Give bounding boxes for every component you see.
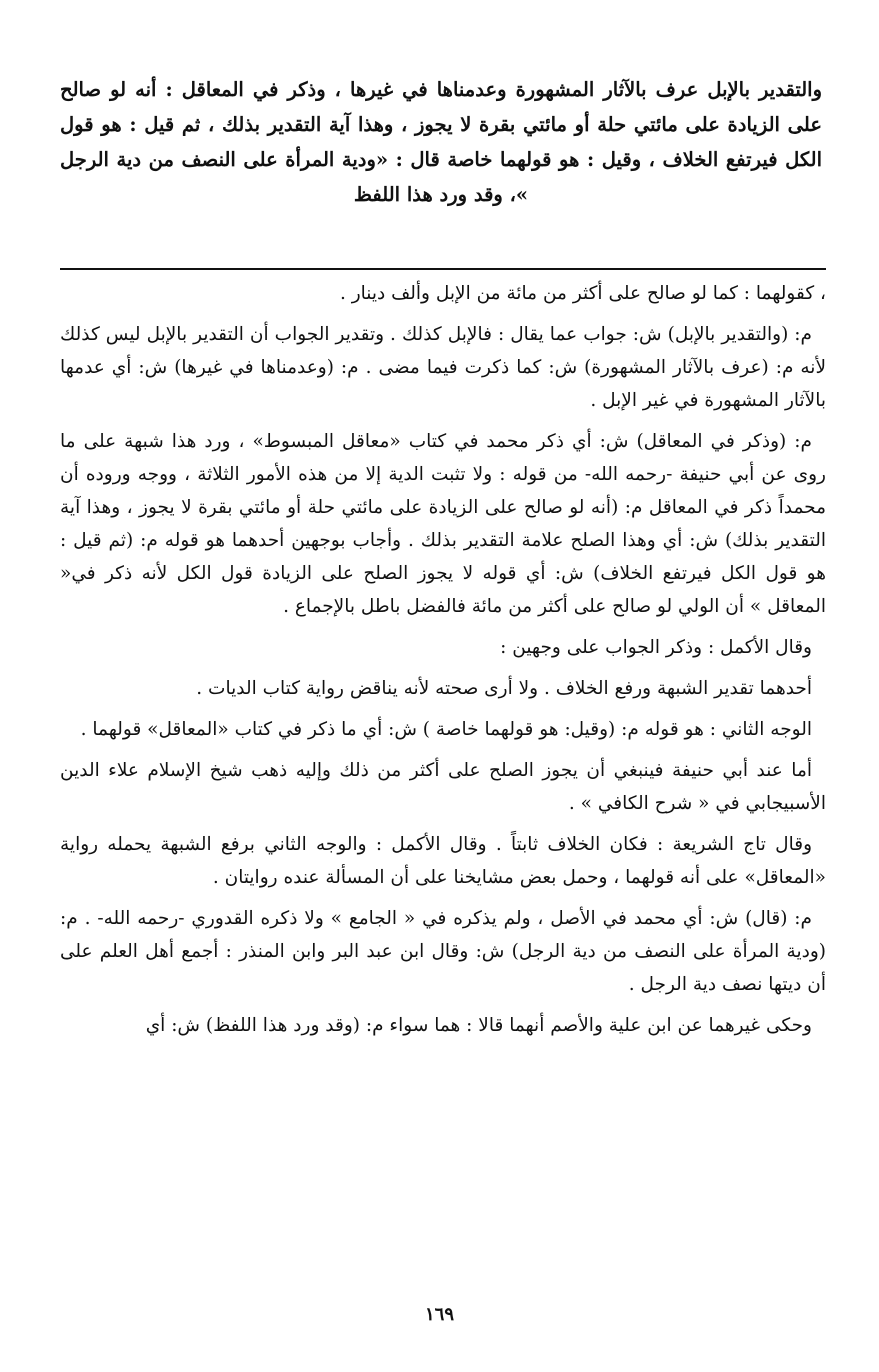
commentary-paragraph: أحدهما تقدير الشبهة ورفع الخلاف . ولا أرى صحته لأنه يناقض رواية كتاب الديات . — [196, 678, 812, 699]
commentary-paragraph: م: (وذكر في المعاقل) ش: أي ذكر محمد في كتاب «معاقل المبسوط» ، ورد هذا شبهة على ما روى عن أبي حنيفة -رحمه الله- من قوله : ولا تثبت الدية إلا من هذه الأمور الثلاثة ، ووجه وروده أن محمداً ذكر في المعاقل م: (أنه لو صالح على الزيادة على مائتي حلة أو مائتي بقرة لا يجوز ، وهذا آية التقدير بذلك) ش: أي وهذا الصلح علامة التقدير بذلك . وأجاب بوجهين أحدهما هو قوله م: (ثم قيل : هو قول الكل فيرتفع الخلاف) ش: أي قوله لا يجوز الصلح على الزيادة قول الكل لأنه ذكر في« المعاقل » أن الولي لو صالح على أكثر من مائة فالفضل باطل بالإجماع . — [60, 431, 826, 617]
commentary-paragraph: م: (قال) ش: أي محمد في الأصل ، ولم يذكره في « الجامع » ولا ذكره القدوري -رحمه الله- . م: (ودية المرأة على النصف من دية الرجل) ش: وقال ابن عبد البر وابن المنذر : أجمع أهل العلم على أن ديتها نصف دية الرجل . — [60, 908, 826, 995]
commentary-paragraph: وحكى غيرهما عن ابن علية والأصم أنهما قالا : هما سواء م: (وقد ورد هذا اللفظ) ش: أي — [145, 1015, 812, 1036]
main-text-block: والتقدير بالإبل عرف بالآثار المشهورة وعدمناها في غيرها ، وذكر في المعاقل : أنه لو صالح على الزيادة على مائتي حلة أو مائتي بقرة لا يجوز ، وهذا آية التقدير بذلك ، ثم قيل : هو قول الكل فيرتفع الخلاف ، وقيل : هو قولهما خاصة قال : «ودية المرأة على النصف من دية الرجل »، وقد ورد هذا اللفظ — [60, 78, 822, 206]
page-number: ١٦٩ — [424, 1304, 454, 1325]
divider-line — [60, 268, 826, 270]
commentary-paragraph: أما عند أبي حنيفة فينبغي أن يجوز الصلح على أكثر من ذلك وإليه ذهب شيخ الإسلام علاء الدين الأسبيجابي في « شرح الكافي » . — [60, 760, 826, 814]
commentary-paragraph: وقال تاج الشريعة : فكان الخلاف ثابتاً . وقال الأكمل : والوجه الثاني برفع الشبهة يحمله رواية «المعاقل» على أنه قولهما ، وحمل بعض مشايخنا على أن المسألة عنده روايتان . — [60, 834, 826, 888]
commentary-paragraph: م: (والتقدير بالإبل) ش: جواب عما يقال : فالإبل كذلك . وتقدير الجواب أن التقدير بالإبل ليس كذلك لأنه م: (عرف بالآثار المشهورة) ش: كما ذكرت فيما مضى . م: (وعدمناها في غيرها) ش: أي عدمها بالآثار المشهورة في غير الإبل . — [60, 324, 826, 411]
commentary-paragraph: الوجه الثاني : هو قوله م: (وقيل: هو قولهما خاصة ) ش: أي ما ذكر في كتاب «المعاقل» قولهما . — [80, 719, 812, 740]
commentary-paragraph: ، كقولهما : كما لو صالح على أكثر من مائة من الإبل وألف دينار . — [339, 283, 826, 304]
commentary-paragraph: وقال الأكمل : وذكر الجواب على وجهين : — [500, 637, 812, 658]
commentary-block — [60, 277, 826, 1050]
